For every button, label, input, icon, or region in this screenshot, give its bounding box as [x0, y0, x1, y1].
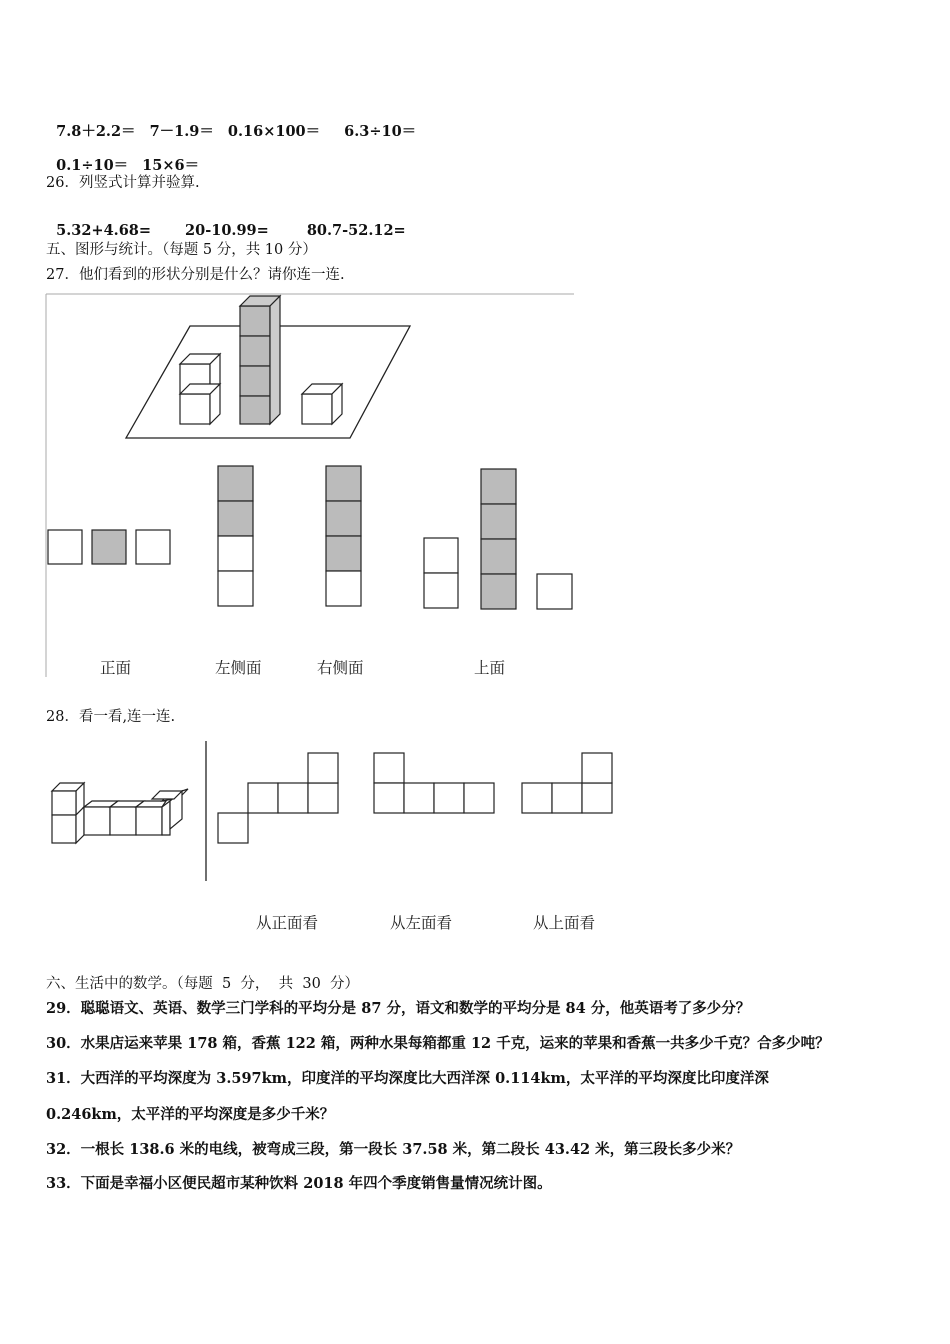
- label-top: 上面: [474, 659, 506, 677]
- calc-item: 0.1÷10＝: [56, 157, 129, 174]
- calc-item: 7.8＋2.2＝: [56, 123, 136, 140]
- label-front: 正面: [100, 659, 132, 677]
- q27-figure: [44, 292, 580, 684]
- calc-item: 7－1.9＝: [149, 123, 214, 140]
- cube-stack-middle: [240, 296, 280, 424]
- cube-stack-left: [180, 354, 220, 424]
- question-26-title: 26．列竖式计算并验算.: [46, 175, 200, 191]
- section-6-heading: 六、生活中的数学。（每题 5 分， 共 30 分）: [46, 976, 360, 992]
- question-30: 30．水果店运来苹果 178 箱，香蕉 122 箱，两种水果每箱都重 12 千克，运来的苹果和香蕉一共多少千克？合多少吨？: [46, 1035, 830, 1052]
- question-31-line-1: 31．大西洋的平均深度为 3.597km，印度洋的平均深度比大西洋深 0.114km，太平洋的平均深度比印度洋深: [46, 1070, 769, 1087]
- label-left-side: 左侧面: [215, 659, 262, 677]
- q28-figure: [44, 735, 624, 890]
- view-top: [424, 469, 572, 609]
- view-left-side: [218, 466, 253, 606]
- calc-item: 6.3÷10＝: [344, 123, 417, 140]
- calc-item: 15×6＝: [142, 157, 200, 174]
- cube-single-right: [302, 384, 342, 424]
- calc-item: 20-10.99=: [185, 222, 269, 239]
- question-29: 29．聪聪语文、英语、数学三门学科的平均分是 87 分，语文和数学的平均分是 84 分，他英语考了多少分？: [46, 1000, 751, 1017]
- calc-row-2: [46, 137, 199, 175]
- calc-item: 0.16×100＝: [227, 123, 321, 140]
- view-right-side: [326, 466, 361, 606]
- section-5-heading: 五、图形与统计。（每题 5 分，共 10 分）: [46, 242, 317, 258]
- q28-view-3: [522, 753, 612, 813]
- view-front: [48, 530, 170, 564]
- label-view-front: 从正面看: [256, 914, 319, 932]
- calc-item: 80.7-52.12=: [306, 222, 406, 239]
- label-right-side: 右侧面: [317, 659, 364, 677]
- q28-view-1: [218, 753, 338, 843]
- question-32: 32．一根长 138.6 米的电线，被弯成三段，第一段长 37.58 米，第二段长 43.42 米，第三段长多少米？: [46, 1141, 741, 1158]
- calc-item: 5.32+4.68=: [56, 222, 152, 239]
- question-27-title: 27．他们看到的形状分别是什么？请你连一连.: [46, 267, 345, 283]
- q28-view-2: [374, 753, 494, 813]
- question-28-title: 28．看一看,连一连.: [46, 709, 176, 725]
- q28-3d-shape: [52, 783, 188, 843]
- label-view-top: 从上面看: [533, 914, 596, 932]
- question-31-line-2: 0.246km，太平洋的平均深度是多少千米？: [46, 1106, 335, 1123]
- question-26-items: [46, 205, 406, 239]
- label-view-left: 从左面看: [390, 914, 453, 932]
- calc-row-1: [46, 103, 416, 141]
- question-33: 33．下面是幸福小区便民超市某种饮料 2018 年四个季度销售量情况统计图。: [46, 1175, 552, 1192]
